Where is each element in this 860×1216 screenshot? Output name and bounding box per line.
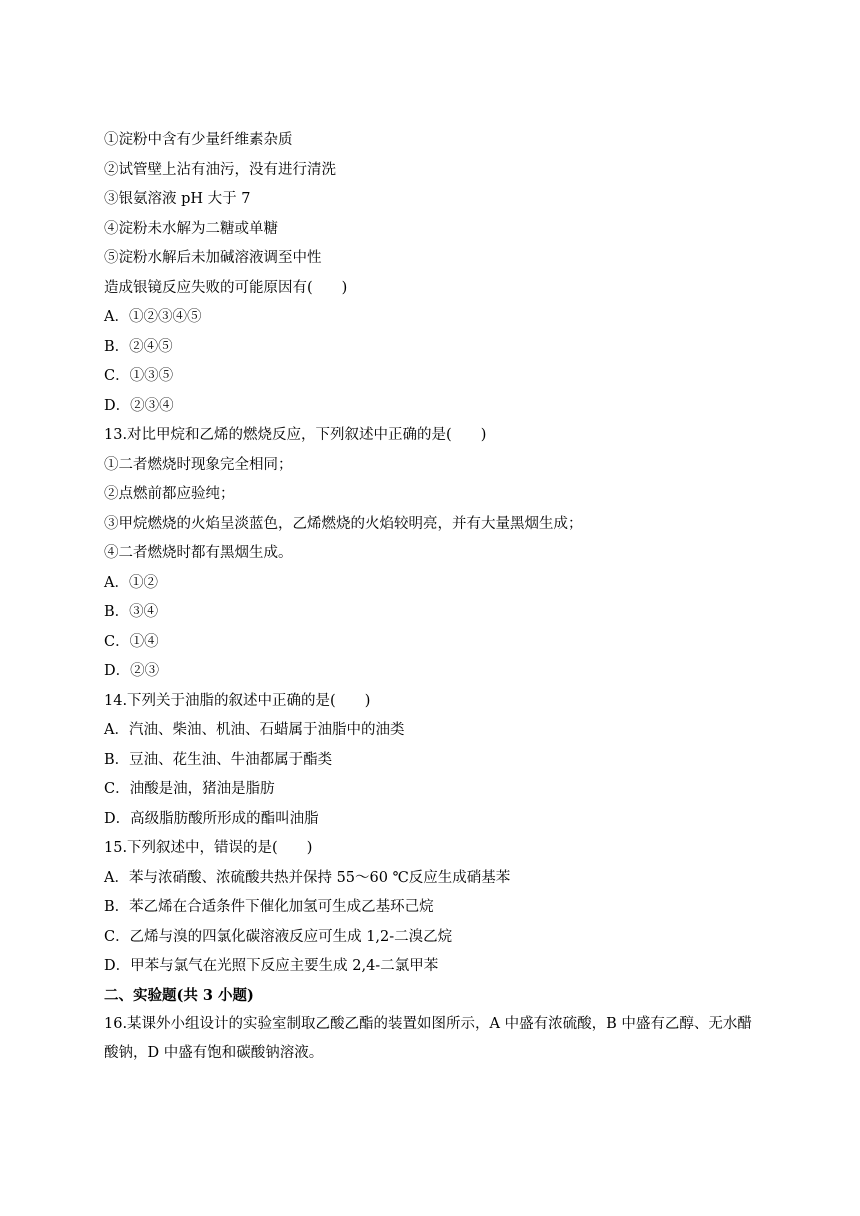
q15-choice-d: D．甲苯与氯气在光照下反应主要生成 2,4-二氯甲苯	[104, 958, 439, 974]
question-13-stem: 13.对比甲烷和乙烯的燃烧反应，下列叙述中正确的是( )	[104, 427, 487, 443]
option-item-2: ②试管壁上沾有油污，没有进行清洗	[104, 162, 336, 178]
q12-choice-a: A．①②③④⑤	[104, 309, 202, 325]
q13-choice-c: C．①④	[104, 634, 159, 650]
q14-choice-d: D．高级脂肪酸所形成的酯叫油脂	[104, 811, 319, 827]
q14-choice-c: C．油酸是油，猪油是脂肪	[104, 781, 275, 797]
q13-statement-4: ④二者燃烧时都有黑烟生成。	[104, 545, 293, 561]
question-16-stem: 16.某课外小组设计的实验室制取乙酸乙酯的装置如图所示，A 中盛有浓硫酸，B 中盛有乙醇、无水醋酸钠，D 中盛有饱和碳酸钠溶液。	[104, 1016, 752, 1061]
q13-statement-3: ③甲烷燃烧的火焰呈淡蓝色，乙烯燃烧的火焰较明亮，并有大量黑烟生成；	[104, 516, 583, 532]
q15-choice-b: B．苯乙烯在合适条件下催化加氢可生成乙基环己烷	[104, 899, 434, 915]
q13-choice-a: A．①②	[104, 575, 158, 591]
q12-choice-b: B．②④⑤	[104, 339, 173, 355]
q15-choice-c: C．乙烯与溴的四氯化碳溶液反应可生成 1,2-二溴乙烷	[104, 929, 453, 945]
q13-choice-d: D．②③	[104, 663, 160, 679]
option-item-4: ④淀粉未水解为二糖或单糖	[104, 221, 278, 237]
question-12-stem: 造成银镜反应失败的可能原因有( )	[104, 280, 348, 296]
q13-statement-2: ②点燃前都应验纯；	[104, 486, 235, 502]
q13-statement-1: ①二者燃烧时现象完全相同；	[104, 457, 293, 473]
q13-choice-b: B．③④	[104, 604, 159, 620]
q15-choice-a: A．苯与浓硝酸、浓硫酸共热并保持 55～60 ℃反应生成硝基苯	[104, 870, 511, 886]
q14-choice-b: B．豆油、花生油、牛油都属于酯类	[104, 752, 333, 768]
q12-choice-d: D．②③④	[104, 398, 174, 414]
option-item-1: ①淀粉中含有少量纤维素杂质	[104, 132, 293, 148]
option-item-5: ⑤淀粉水解后未加碱溶液调至中性	[104, 250, 322, 266]
q14-choice-a: A．汽油、柴油、机油、石蜡属于油脂中的油类	[104, 722, 405, 738]
question-15-stem: 15.下列叙述中，错误的是( )	[104, 840, 313, 856]
section-heading: 二、实验题(共 3 小题)	[104, 987, 254, 1004]
q12-choice-c: C．①③⑤	[104, 368, 174, 384]
question-14-stem: 14.下列关于油脂的叙述中正确的是( )	[104, 693, 371, 709]
option-item-3: ③银氨溶液 pH 大于 7	[104, 191, 251, 207]
